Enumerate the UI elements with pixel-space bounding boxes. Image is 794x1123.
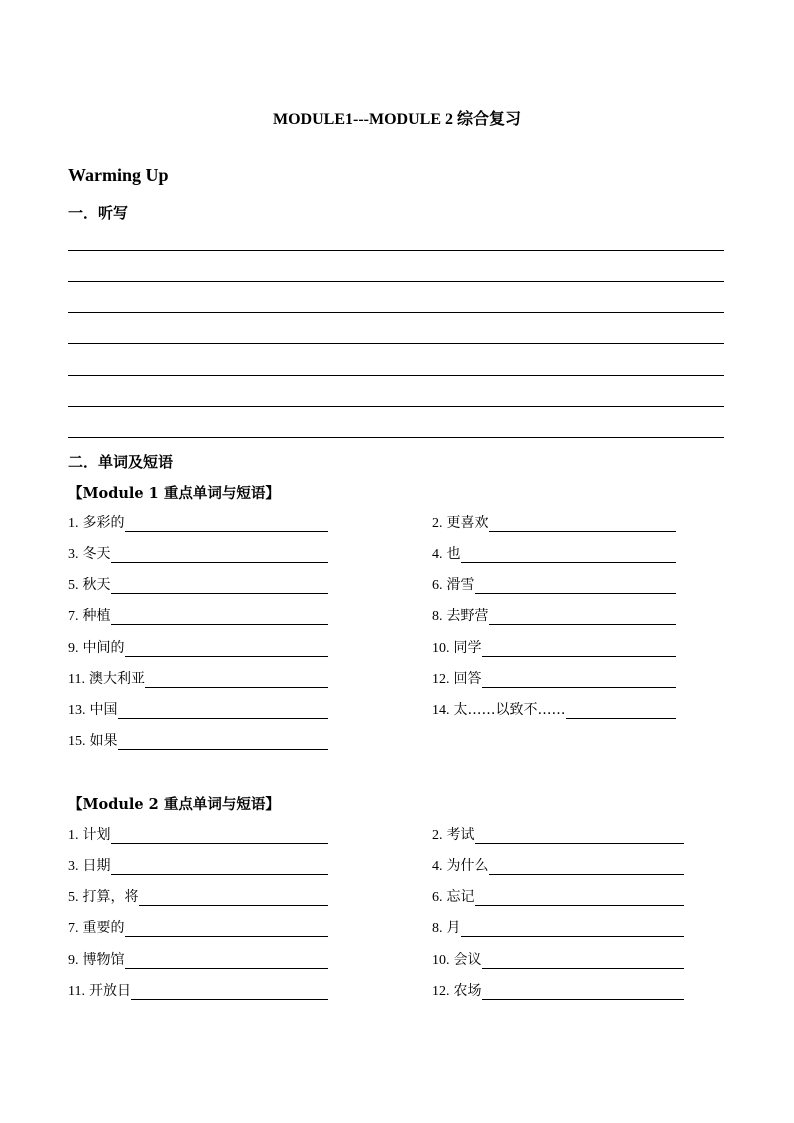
item-prompt: 中间的 [82, 640, 125, 656]
item-prompt: 滑雪 [446, 577, 475, 593]
item-number: 3. [68, 547, 79, 562]
item-number: 7. [68, 609, 79, 624]
item-number: 2. [432, 516, 443, 531]
module1-item[interactable] [68, 668, 328, 688]
item-number: 4. [432, 547, 443, 562]
item-prompt: 回答 [453, 671, 482, 687]
module1-heading: 【Module 1 重点单词与短语】 [68, 485, 280, 502]
item-prompt: 冬天 [82, 546, 111, 562]
answer-blank[interactable] [125, 953, 329, 969]
answer-blank[interactable] [118, 734, 329, 750]
dictation-line[interactable] [68, 312, 724, 313]
item-prompt: 为什么 [446, 858, 489, 874]
item-number: 13. [68, 703, 86, 718]
item-prompt: 开放日 [88, 983, 131, 999]
dictation-line[interactable] [68, 406, 724, 407]
item-number: 5. [68, 578, 79, 593]
item-prompt: 农场 [453, 983, 482, 999]
item-number: 6. [432, 578, 443, 593]
item-number: 1. [68, 828, 79, 843]
module1-item[interactable] [432, 637, 676, 657]
item-prompt: 如果 [89, 733, 118, 749]
module2-item[interactable] [68, 980, 328, 1000]
module2-item[interactable] [68, 824, 328, 844]
answer-blank[interactable] [566, 703, 677, 719]
answer-blank[interactable] [482, 641, 677, 657]
module2-item[interactable] [432, 949, 684, 969]
item-prompt: 澳大利亚 [88, 671, 145, 687]
module2-item[interactable] [68, 855, 328, 875]
section-vocabulary-heading: 二．单词及短语 [68, 453, 174, 471]
item-number: 2. [432, 828, 443, 843]
answer-blank[interactable] [461, 921, 685, 937]
item-number: 6. [432, 890, 443, 905]
answer-blank[interactable] [475, 578, 677, 594]
answer-blank[interactable] [111, 578, 329, 594]
item-number: 10. [432, 641, 450, 656]
page-title: MODULE1---MODULE 2 综合复习 [273, 111, 521, 128]
item-number: 9. [68, 641, 79, 656]
answer-blank[interactable] [475, 890, 685, 906]
module2-item[interactable] [68, 917, 328, 937]
answer-blank[interactable] [139, 890, 329, 906]
item-number: 8. [432, 609, 443, 624]
dictation-line[interactable] [68, 281, 724, 282]
answer-blank[interactable] [111, 859, 329, 875]
item-number: 11. [68, 672, 85, 687]
item-number: 5. [68, 890, 79, 905]
item-prompt: 多彩的 [82, 515, 125, 531]
item-number: 4. [432, 859, 443, 874]
item-prompt: 更喜欢 [446, 515, 489, 531]
answer-blank[interactable] [482, 953, 685, 969]
item-number: 14. [432, 703, 450, 718]
answer-blank[interactable] [489, 516, 677, 532]
module2-item[interactable] [68, 949, 328, 969]
item-prompt: 月 [446, 920, 461, 936]
module2-item[interactable] [432, 824, 684, 844]
module1-item[interactable] [432, 699, 676, 719]
dictation-line[interactable] [68, 343, 724, 344]
item-number: 7. [68, 921, 79, 936]
warming-up-heading: Warming Up [68, 165, 169, 185]
answer-blank[interactable] [111, 547, 329, 563]
module1-item[interactable] [432, 574, 676, 594]
item-prompt: 计划 [82, 827, 111, 843]
module1-item[interactable] [68, 543, 328, 563]
answer-blank[interactable] [482, 672, 677, 688]
item-prompt: 中国 [89, 702, 118, 718]
item-number: 15. [68, 734, 86, 749]
module2-item[interactable] [432, 980, 684, 1000]
answer-blank[interactable] [118, 703, 329, 719]
item-number: 1. [68, 516, 79, 531]
item-number: 10. [432, 953, 450, 968]
item-prompt: 太……以致不…… [453, 702, 566, 718]
module1-item[interactable] [68, 512, 328, 532]
item-number: 12. [432, 672, 450, 687]
module2-item[interactable] [68, 886, 328, 906]
item-number: 12. [432, 984, 450, 999]
module2-item[interactable] [432, 886, 684, 906]
answer-blank[interactable] [125, 641, 329, 657]
dictation-line[interactable] [68, 437, 724, 438]
item-prompt: 同学 [453, 640, 482, 656]
item-prompt: 秋天 [82, 577, 111, 593]
answer-blank[interactable] [125, 921, 329, 937]
item-number: 11. [68, 984, 85, 999]
module1-item[interactable] [68, 699, 328, 719]
answer-blank[interactable] [145, 672, 328, 688]
answer-blank[interactable] [111, 609, 329, 625]
module1-item[interactable] [68, 637, 328, 657]
dictation-line[interactable] [68, 375, 724, 376]
answer-blank[interactable] [111, 828, 329, 844]
module1-item[interactable] [68, 605, 328, 625]
module1-item[interactable] [432, 543, 676, 563]
module1-item[interactable] [432, 605, 676, 625]
answer-blank[interactable] [461, 547, 677, 563]
answer-blank[interactable] [475, 828, 685, 844]
item-number: 8. [432, 921, 443, 936]
answer-blank[interactable] [489, 609, 677, 625]
item-prompt: 种植 [82, 608, 111, 624]
module1-item[interactable] [68, 574, 328, 594]
item-prompt: 去野营 [446, 608, 489, 624]
item-prompt: 忘记 [446, 889, 475, 905]
item-number: 3. [68, 859, 79, 874]
answer-blank[interactable] [489, 859, 685, 875]
item-number: 9. [68, 953, 79, 968]
item-prompt: 日期 [82, 858, 111, 874]
answer-blank[interactable] [482, 984, 685, 1000]
module1-item[interactable] [432, 512, 676, 532]
module1-item[interactable] [68, 730, 328, 750]
answer-blank[interactable] [125, 516, 329, 532]
item-prompt: 考试 [446, 827, 475, 843]
item-prompt: 也 [446, 546, 461, 562]
item-prompt: 博物馆 [82, 952, 125, 968]
module1-item[interactable] [432, 668, 676, 688]
section-dictation-heading: 一．听写 [68, 204, 129, 222]
dictation-line[interactable] [68, 250, 724, 251]
item-prompt: 会议 [453, 952, 482, 968]
item-prompt: 打算，将 [82, 889, 139, 905]
module2-item[interactable] [432, 855, 684, 875]
module2-heading: 【Module 2 重点单词与短语】 [68, 796, 280, 813]
module2-item[interactable] [432, 917, 684, 937]
answer-blank[interactable] [131, 984, 328, 1000]
item-prompt: 重要的 [82, 920, 125, 936]
